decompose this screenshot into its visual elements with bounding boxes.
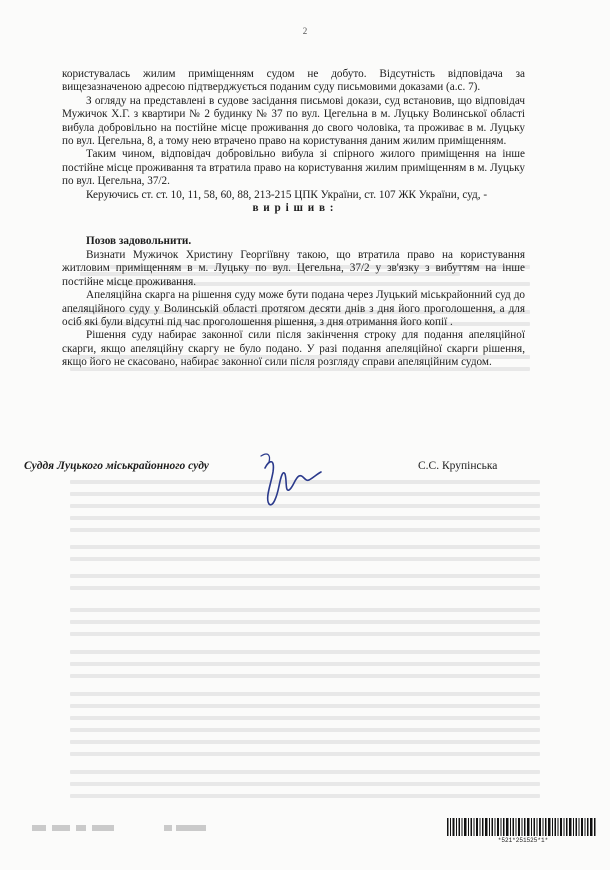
- paragraph-evidence-absence: користувалась жилим приміщенням судом не добуто. Відсутність відповідача за вищезазначеною адресою підтверджується поданим суду письмовими доказами (а.с. 7).: [62, 68, 525, 94]
- paragraph-conclusion: Таким чином, відповідач добровільно вибула зі спірного жилого приміщення на інше постійне місце проживання та втратила право на користування жилим приміщенням в м. Луцьку по вул. Цегельна, 37/2.: [62, 148, 525, 188]
- barcode-label: *521*251525*1*: [497, 837, 549, 844]
- judge-name: С.С. Крупінська: [418, 460, 498, 472]
- page-number: 2: [302, 26, 308, 36]
- scan-marks: [32, 823, 222, 833]
- paragraph-ruling: Визнати Мужичок Христину Георгіївну такою, що втратила право на користування житловим приміщенням в м. Луцьку по вул. Цегельна, 37/2 у зв'язку з вибуттям на інше постійне місце проживання.: [62, 248, 525, 288]
- paragraph-claim-granted: Позов задовольнити.: [86, 235, 192, 248]
- paragraph-court-findings: З огляду на представлені в судове засідання письмові докази, суд встановив, що відповідач Мужичок Х.Г. з квартири № 2 будинку № 37 по вул. Цегельна в м. Луцьку Волинської області вибула добровільно на постійне місце проживання до свого чоловіка, та проживає в м. Луцьку по вул. Цегельна, 8, а тому нею втрачено право на користування даним жилим приміщенням.: [62, 94, 525, 148]
- paragraph-legal-basis: Керуючись ст. ст. 10, 11, 58, 60, 88, 213-215 ЦПК України, ст. 107 ЖК України, суд, -: [86, 188, 488, 201]
- decision-heading: в и р і ш и в :: [252, 202, 335, 215]
- document-body: [62, 68, 525, 370]
- handwritten-signature: [255, 448, 325, 510]
- paragraph-appeal-procedure: Апеляційна скарга на рішення суду може бути подана через Луцький міськрайонний суд до апеляційного суду у Волинській області протягом десяти днів з дня його проголошення, а для осіб які були відсутні під час проголошення рішення, з дня отримання його копії .: [62, 289, 525, 328]
- paragraph-legal-force: Рішення суду набирає законної сили після закінчення строку для подання апеляційної скарги, якщо апеляційну скаргу не було подано. У разі подання апеляційної скарги рішення, якщо його не скасовано, набирає законної сили після розгляду справи апеляційним судом.: [62, 329, 525, 369]
- judge-title: Суддя Луцького міськрайонного суду: [24, 460, 209, 472]
- barcode: [447, 818, 597, 836]
